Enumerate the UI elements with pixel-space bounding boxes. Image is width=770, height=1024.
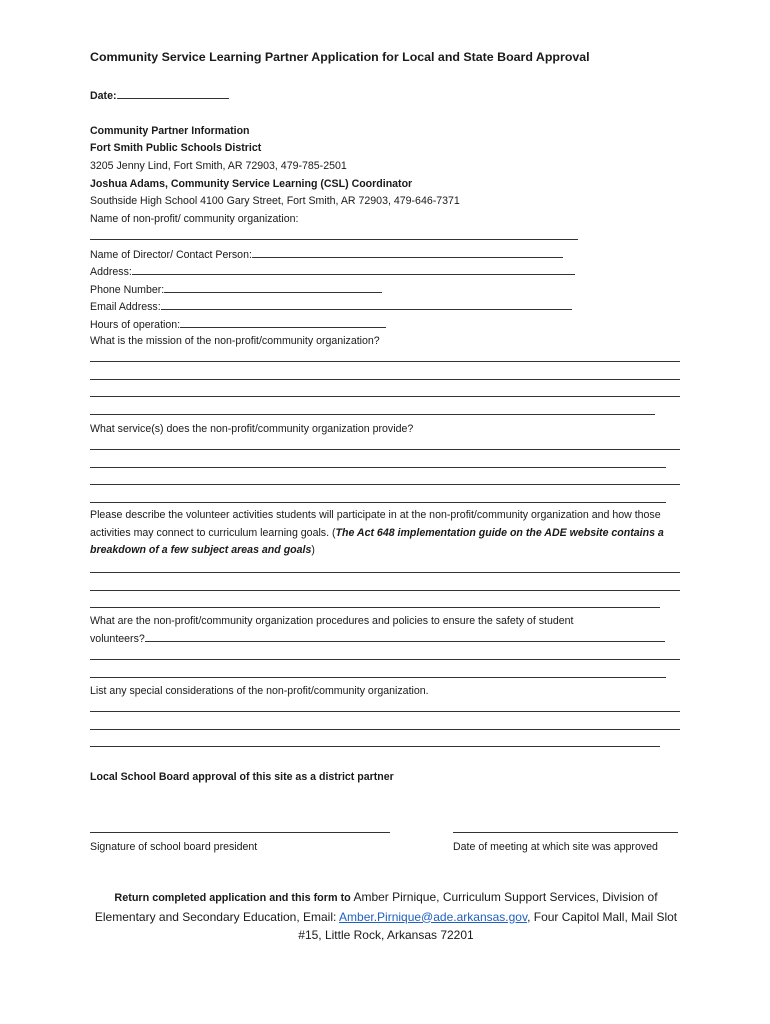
activities-question [90,507,682,560]
mission-field-line[interactable] [90,361,680,362]
considerations-field-line[interactable] [90,729,680,730]
mission-field-line[interactable] [90,396,680,397]
director-row [90,247,563,262]
safety-question: What are the non-profit/community organization procedures and policies to ensure the safety of student [90,615,574,627]
return-label: Return completed application and this form to [114,892,351,904]
return-instructions [90,888,682,945]
services-field-line[interactable] [90,484,680,485]
services-field-line[interactable] [90,449,680,450]
phone-row [90,282,382,297]
date-row [90,88,229,103]
org-name-label: Name of non-profit/ community organization: [90,213,299,225]
mission-question: What is the mission of the non-profit/community organization? [90,335,380,347]
safety-field-line[interactable] [145,631,665,642]
safety-field-line[interactable] [90,659,680,660]
address-field[interactable] [132,264,575,275]
partner-heading: Community Partner Information [90,125,250,137]
safety-question-cont: volunteers? [90,633,145,645]
phone-label: Phone Number: [90,284,165,296]
activities-question-close: ) [311,544,315,556]
safety-row [90,631,665,646]
email-field[interactable] [161,299,572,310]
activities-field-line[interactable] [90,607,660,608]
form-title: Community Service Learning Partner Application for Local and State Board Approval [90,50,590,64]
date-label: Date: [90,90,117,102]
district-address: 3205 Jenny Lind, Fort Smith, AR 72903, 479-785-2501 [90,160,347,172]
director-label: Name of Director/ Contact Person: [90,249,252,261]
considerations-question: List any special considerations of the non-profit/community organization. [90,685,429,697]
email-row [90,299,572,314]
meeting-date-label: Date of meeting at which site was approved [453,841,658,853]
hours-label: Hours of operation: [90,319,181,331]
phone-field[interactable] [164,282,382,293]
safety-field-line[interactable] [90,677,666,678]
return-tail: , Four Capitol Mall, Mail Slot #15, Little Rock, Arkansas 72201 [298,909,678,942]
services-question: What service(s) does the non-profit/community organization provide? [90,423,414,435]
district-name: Fort Smith Public Schools District [90,142,262,154]
board-approval-heading: Local School Board approval of this site as a district partner [90,771,394,783]
hours-row [90,317,386,332]
email-link[interactable]: Amber.Pirnique@ade.arkansas.gov [339,909,528,924]
address-row [90,264,575,279]
activities-note: The Act 648 implementation guide on the ADE website contains a breakdown of a few subject areas and goals [90,526,664,556]
return-text: Amber Pirnique, Curriculum Support Services, Division of Elementary and Secondary Education, Email: [94,890,658,924]
mission-field-line[interactable] [90,414,655,415]
coordinator-name: Joshua Adams, Community Service Learning (CSL) Coordinator [90,178,413,190]
activities-question-text: Please describe the volunteer activities students will participate in at the non-profit/community organization and how those activities may connect to curriculum learning goals. ( [90,509,661,539]
hours-field[interactable] [180,317,386,328]
considerations-field-line[interactable] [90,711,680,712]
activities-field-line[interactable] [90,590,680,591]
director-field[interactable] [252,247,563,258]
considerations-field-line[interactable] [90,746,660,747]
services-field-line[interactable] [90,502,666,503]
mission-field-line[interactable] [90,379,680,380]
meeting-date-field[interactable] [453,832,678,833]
signature-label: Signature of school board president [90,841,258,853]
date-field[interactable] [117,88,229,99]
address-label: Address: [90,266,132,278]
activities-field-line[interactable] [90,572,680,573]
signature-field[interactable] [90,832,390,833]
services-field-line[interactable] [90,467,666,468]
email-label: Email Address: [90,301,161,313]
org-name-field[interactable] [90,239,578,240]
coordinator-address: Southside High School 4100 Gary Street, Fort Smith, AR 72903, 479-646-7371 [90,195,460,207]
